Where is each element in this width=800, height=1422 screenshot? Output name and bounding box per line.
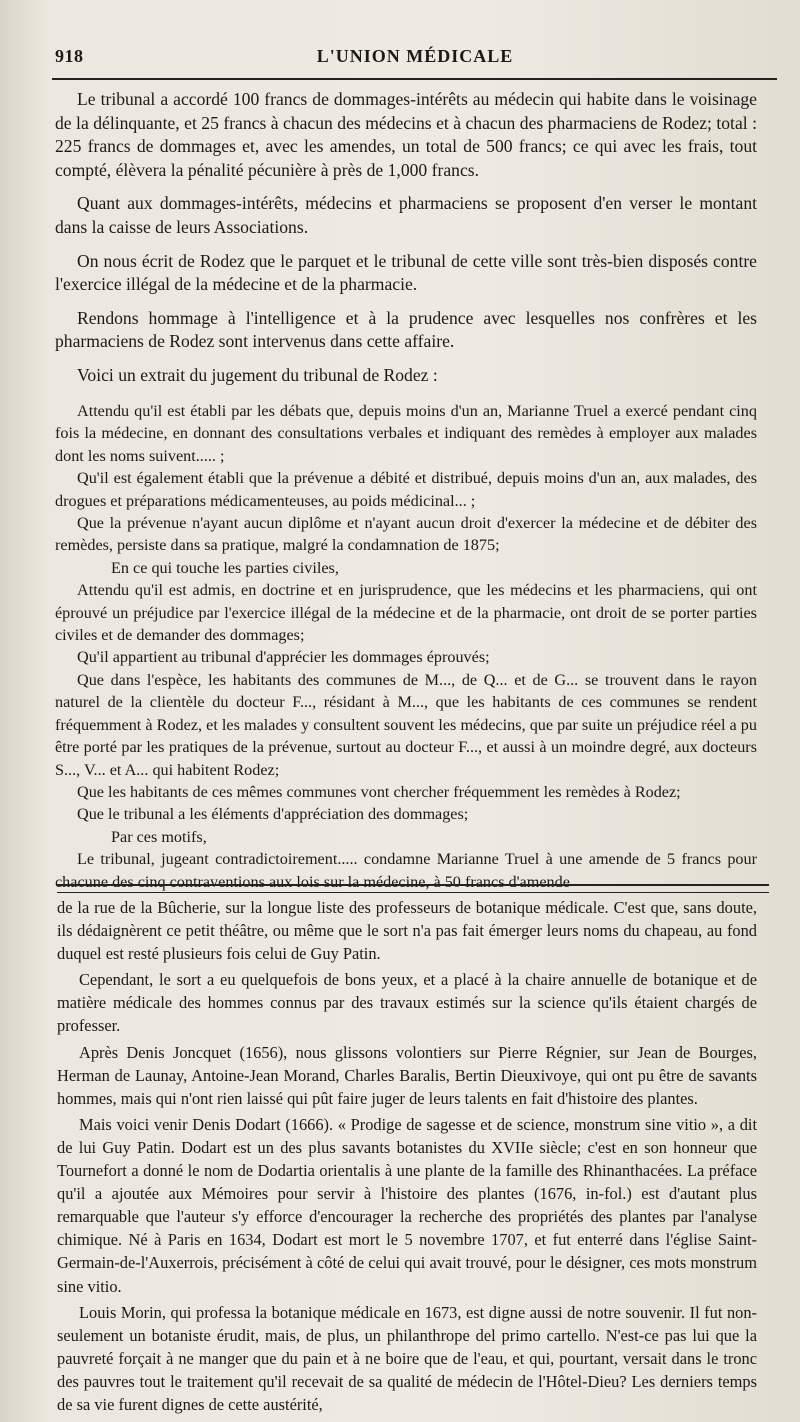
feuilleton-separator [57,884,769,893]
running-head [55,42,775,72]
judgment-paragraph: Attendu qu'il est établi par les débats que, depuis moins d'un an, Marianne Truel a exercé pendant cinq fois la médecine, en donnant des consultations verbales et indiquant des remèdes à employer aux malades dont les noms suivent..... ; [55,402,757,465]
judgment-subheading: En ce qui touche les parties civiles, [111,558,339,577]
judgment-paragraph: Que les habitants de ces mêmes communes vont chercher fréquemment les remèdes à Rodez; [77,782,681,801]
feuilleton-paragraph: Mais voici venir Denis Dodart (1666). « Prodige de sagesse et de science, monstrum sine vitio », a dit de lui Guy Patin. Dodart est un des plus savants botanistes du XVIIe siècle; c'est en son honneur que Tournefort a donné le nom de Dodartia orientalis à une plante de la famille des Rhinanthacées. La préface qu'il a ajoutée aux Mémoires pour servir à l'histoire des plantes (1676, in-fol.) est d'autant plus remarquable que l'auteur s'y efforce d'encourager la recherche des propriétés des plantes par l'analyse chimique. Né à Paris en 1634, Dodart est mort le 5 novembre 1707, et fut enterré dans l'église Saint-Germain-de-l'Auxerrois, précisément à côté de celui qui avait trouvé, pour le désigner, ces mots monstrum sine vitio. [57,1114,757,1296]
judgment-paragraph: Que la prévenue n'ayant aucun diplôme et n'ayant aucun droit d'exercer la médecine et de débiter des remèdes, persiste dans sa pratique, malgré la condamnation de 1875; [55,514,757,555]
header-rule [52,78,777,80]
judgment-paragraph: Le tribunal, jugeant contradictoirement..... condamne Marianne Truel à une amende de 5 francs pour chacune des cinq contraventions aux lois sur la médecine, à 50 francs d'amende [55,850,757,891]
paragraph-associations: Quant aux dommages-intérêts, médecins et pharmaciens se proposent d'en verser le montant dans la caisse de leurs Associations. [55,193,757,237]
feuilleton-paragraph: Après Denis Joncquet (1656), nous glissons volontiers sur Pierre Régnier, sur Jean de Bourges, Herman de Launay, Antoine-Jean Morand, Charles Baralis, Bertin Dieuxivoye, qui ont pu être de savants hommes, mais qui n'ont rien laissé qui pût faire juger de leurs talents en fait d'histoire des plantes. [57,1042,757,1108]
paragraph-damages: Le tribunal a accordé 100 francs de dommages-intérêts au médecin qui habite dans le voisinage de la délinquante, et 25 francs à chacun des médecins et à chacun des pharmaciens de Rodez; total : 225 francs de dommages et, avec les amendes, un total de 500 francs; ce qui avec les frais, tout compté, élèvera la pénalité pécunière à près de 1,000 francs. [55,89,757,180]
page-number: 918 [55,46,84,66]
judgment-paragraph: Que dans l'espèce, les habitants des communes de M..., de Q... et de G... se trouvent dans le rayon naturel de la clientèle du docteur F..., résidant à M..., que les habitants de ces communes se rendent fréquemment à Rodez, et les malades y consultent souvent les médecins, que par suite un préjudice réel a pu être porté par les pratiques de la prévenue, surtout au docteur F..., et aussi à un moindre degré, aux docteurs S..., V... et A... qui habitent Rodez; [55,670,757,779]
paragraph-extrait-intro: Voici un extrait du jugement du tribunal de Rodez : [77,364,438,385]
feuilleton-paragraph: Louis Morin, qui professa la botanique médicale en 1673, est digne aussi de notre souvenir. Il fut non-seulement un botaniste érudit, mais, de plus, un philanthrope del primo cartello. N'est-ce pas lui que la pauvreté forçait à ne manger que du pain et à ne boire que de l'eau, et qui, pourtant, versait dans le tronc des pauvres tout le traitement qu'il recevait de sa qualité de médecin de l'Hôtel-Dieu? Les derniers temps de sa vie furent dignes de cette austérité, [57,1302,757,1414]
journal-title: L'UNION MÉDICALE [316,46,514,66]
judgment-paragraph: Attendu qu'il est admis, en doctrine et en jurisprudence, que les médecins et les pharmaciens, qui ont éprouvé un préjudice par l'exercice illégal de la médecine et de la pharmacie, ont droit de se porter parties civiles et de demander des dommages; [55,581,757,645]
paragraph-hommage: Rendons hommage à l'intelligence et à la prudence avec lesquelles nos confrères et les pharmaciens de Rodez sont intervenus dans cette affaire. [55,307,757,352]
judgment-paragraph: Qu'il appartient au tribunal d'apprécier les dommages éprouvés; [77,648,490,667]
article-body [55,88,757,388]
paragraph-rodez-parquet: On nous écrit de Rodez que le parquet et le tribunal de cette ville sont très-bien disposés contre l'exercice illégal de la médecine et de la pharmacie. [55,250,757,295]
judgment-paragraph: Que le tribunal a les éléments d'appréciation des dommages; [77,805,469,824]
feuilleton-paragraph: Cependant, le sort a eu quelquefois de bons yeux, et a placé à la chaire annuelle de botanique et de matière médicale des hommes connus par des travaux estimés sur la science qu'ils étaient chargés de professer. [57,970,757,1036]
feuilleton-paragraph: de la rue de la Bûcherie, sur la longue liste des professeurs de botanique médicale. C'est que, sans doute, ils dédaignèrent ce petit théâtre, ou même que le sort n'a pas fait émerger leurs noms du chapeau, au fond duquel est resté plusieurs fois celui de Guy Patin. [57,898,757,964]
judgment-extract [55,400,757,893]
judgment-subheading: Par ces motifs, [111,827,207,846]
judgment-paragraph: Qu'il est également établi que la prévenue a débité et distribué, depuis moins d'un an, aux malades, des drogues et préparations médicamenteuses, au poids médicinal... ; [55,469,757,510]
feuilleton-body [57,896,757,1416]
